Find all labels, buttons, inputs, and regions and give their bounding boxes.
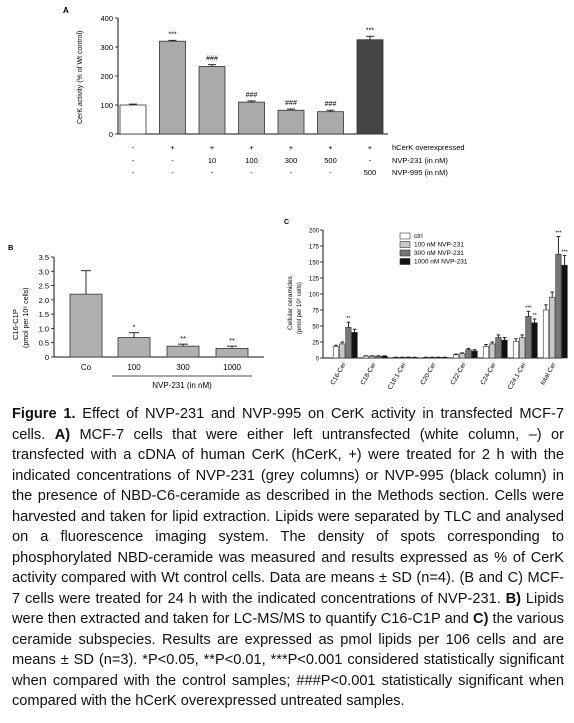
bar-c [352,332,358,358]
condition-cell-a: - [289,168,293,177]
panel-b-chart [8,243,264,390]
y-tick-label-b: 2.0 [38,295,49,305]
y-tick-label-b: 2.5 [38,281,49,291]
condition-row-label-a: NVP-231 (in nM) [392,156,448,165]
bar-b [70,294,102,357]
bar-a [199,66,225,134]
bar-c [543,310,549,358]
condition-cell-a: + [209,143,215,152]
condition-cell-a: - [131,143,135,152]
bar-c [339,344,345,358]
significance-label-a: *** [168,31,177,39]
legend-label-c: 1000 nM NVP-231 [414,258,468,266]
y-tick-label-a: 300 [100,43,113,52]
bar-c [472,351,478,358]
y-tick-label-b: 0.5 [38,338,49,348]
y-tick-label-a: 0 [108,130,113,139]
legend-label-c: ctrl [414,233,423,240]
y-tick-label-c: 175 [308,244,319,251]
significance-label-b: ** [229,336,235,346]
condition-cell-a: - [250,168,253,177]
caption-title: Effect of NVP-231 and NVP-995 on CerK activity in transfected MCF-7 cells. [12,406,564,443]
bar-c [513,341,519,358]
caption-a-text: MCF-7 cells that were either left untransfected (white column, –) or transfected with a cDNA of human CerK (hCerK, +) were treated for 2 h with the indicated concentrations of NVP-231 (grey columns) or NVP-995 (black column) in the presence of NBD-C6-ceramide as described in the Methods section. Cells were harvested and taken for lipid extraction. Lipids were separated by TLC and analysed on a fluorescence imaging system. The density of spots corresponding to phosphorylated NBD-ceramide was measured and results expressed as % of CerK activity compared with Wt control cells. Data are means ± SD (n=4). (B and C) MCF-7 cells were treated for 24 h with the indicated concentrations of NVP-231. [12,426,564,607]
bar-a [357,40,383,134]
condition-cell-a: + [288,143,294,152]
y-tick-label-b: 0 [44,353,49,362]
bar-a [120,105,146,134]
bar-b [167,346,199,357]
bar-c [496,338,502,358]
condition-cell-a: - [368,156,372,165]
y-tick-label-a: 200 [100,72,113,81]
bar-c [532,323,538,358]
x-tick-label-c: C22-Cer [449,361,468,387]
significance-label-c: *** [525,305,532,312]
y-tick-label-a: 400 [100,14,113,23]
y-axis-label-c-unit: (pmol per 10⁶ cells) [297,282,303,334]
caption-a-label: A) [54,426,71,443]
caption-figure-label: Figure 1. [12,406,76,422]
significance-label-a: ### [245,91,258,99]
condition-cell-a: - [210,168,214,177]
significance-label-a: ### [324,101,337,109]
legend-label-c: 100 nM NVP-231 [414,241,464,249]
significance-label-b: * [132,322,136,332]
y-tick-label-c: 25 [312,340,319,347]
bar-c [489,344,495,358]
panel-letter-b: B [8,243,14,252]
condition-cell-a: + [328,143,333,152]
y-tick-label-a: 100 [100,101,113,110]
y-tick-label-c: 0 [315,356,319,363]
condition-cell-a: + [170,143,175,152]
panel-letter-a: A [63,6,69,15]
y-tick-label-c: 200 [308,228,319,235]
x-tick-label-c: C18:1-Cer [386,361,408,391]
condition-cell-a: - [171,156,174,165]
x-tick-label-b: 100 [127,363,141,372]
significance-label-c: ** [346,316,351,323]
bar-c [346,327,352,358]
bar-c [459,354,465,358]
y-tick-label-c: 125 [308,276,319,283]
y-axis-label-a: CerK activity (% of Wt control) [77,30,84,124]
caption-b-text: Lipids were then extracted and taken for LC-MS/MS to quantify C16-C1P and [12,590,564,627]
legend-swatch-c [400,250,410,256]
condition-cell-a: - [171,168,174,177]
significance-label-c: ** [532,312,537,319]
y-axis-label-b: C16-C1P [11,309,20,340]
bar-c [363,356,369,358]
bar-c [502,340,508,358]
condition-cell-a: 100 [245,156,258,165]
y-tick-label-b: 1.5 [38,310,49,320]
condition-cell-a: - [329,168,332,177]
legend-swatch-c [400,242,410,248]
x-tick-label-b: Co [80,363,92,372]
x-axis-label-b: NVP-231 (in nM) [152,381,212,390]
y-tick-label-b: 1.0 [38,324,49,334]
panel-letter-c: C [284,219,290,226]
significance-label-c: *** [561,249,568,256]
x-tick-label-c: C20-Cer [419,361,438,387]
bar-c [376,356,382,358]
caption-c-label: C) [473,611,489,627]
bar-c [453,355,459,358]
bar-c [333,346,339,358]
panel-c-chart [284,219,569,391]
significance-label-a: ### [285,100,297,108]
y-tick-label-c: 100 [308,292,319,299]
condition-cell-a: - [131,168,135,177]
condition-cell-a: 500 [363,168,377,177]
y-tick-label-b: 3.0 [38,267,49,277]
bar-c [562,265,568,358]
y-axis-label-c: Cellular ceramides [287,276,294,330]
panel-a-chart [63,6,465,177]
caption-b-label: B) [505,590,522,607]
condition-row-label-a: hCerK overexpressed [392,143,465,152]
significance-label-c: *** [555,230,562,237]
y-tick-label-c: 75 [312,308,319,315]
bar-a [318,112,344,134]
legend-swatch-c [400,233,410,239]
significance-label-a: ### [206,55,218,63]
y-axis-label-b-unit: (pmol per 10⁶ cells) [23,287,30,348]
x-tick-label-c: total Cer [539,361,558,387]
condition-cell-a: - [131,156,135,165]
significance-label-b: ** [180,334,186,344]
x-tick-label-c: C16-Cer [329,361,348,387]
x-tick-label-b: 300 [176,363,190,372]
condition-cell-a: + [367,143,373,152]
bar-c [466,350,472,358]
condition-cell-a: 10 [207,156,217,165]
condition-row-label-a: NVP-995 (in nM) [392,168,448,177]
figure-caption [12,404,564,712]
caption-c-text: the various ceramide subspecies. Results are expressed as pmol lipids per 106 cells and are means ± SD (n=3). *P<0.05, **P<0.01, ***P<0.001 considered statistically significant when compared with the control samples; ###P<0.001 statistically significant when compared with the hCerK overexpressed untreated samples. [12,611,564,709]
bar-b [216,348,248,357]
bar-c [549,297,555,358]
x-tick-label-c: C24-Cer [479,361,498,387]
significance-label-a: *** [365,27,375,35]
bar-b [118,338,150,357]
condition-cell-a: 300 [284,156,298,165]
legend-label-c: 300 nM NVP-231 [414,250,464,257]
y-tick-label-c: 50 [312,324,319,331]
x-tick-label-b: 1000 [223,363,241,372]
bar-a [239,102,265,134]
condition-cell-a: + [249,143,254,152]
legend-swatch-c [400,259,410,265]
bar-c [526,316,532,358]
bar-c [369,356,375,358]
x-tick-label-c: C24:1-Cer [506,361,528,391]
bar-c [519,338,525,358]
bar-c [483,346,489,358]
x-tick-label-c: C18-Cer [359,361,378,387]
bar-c [556,254,562,358]
condition-cell-a: 500 [324,156,337,165]
y-tick-label-c: 150 [308,260,319,267]
y-tick-label-b: 3.5 [38,253,49,262]
bar-c [382,356,388,358]
bar-a [278,110,304,134]
bar-a [160,41,186,134]
